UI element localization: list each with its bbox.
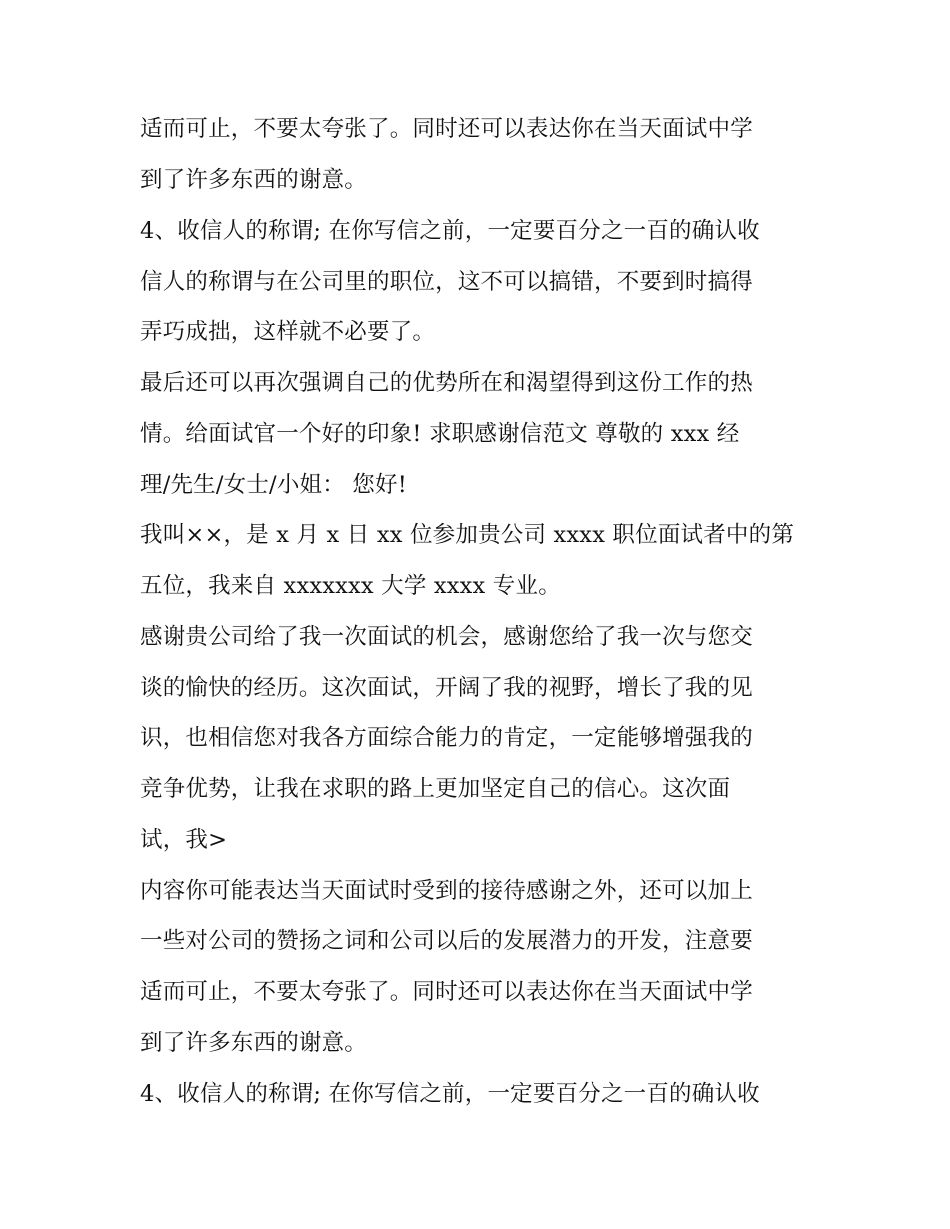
text-line: 试，我>: [140, 827, 228, 853]
text-line: 五位，我来自 xxxxxxx 大学 xxxx 专业。: [140, 573, 561, 599]
text-line: 到了许多东西的谢意。: [140, 167, 368, 193]
text-line: 适而可止，不要太夸张了。同时还可以表达你在当天面试中学: [140, 116, 753, 142]
text-line: 竞争优势，让我在求职的路上更加坚定自己的信心。这次面: [140, 776, 731, 802]
text-line: 识，也相信您对我各方面综合能力的肯定，一定能够增强我的: [140, 725, 753, 751]
text-line: 谈的愉快的经历。这次面试，开阔了我的视野，增长了我的见: [140, 675, 753, 701]
text-line: 4、收信人的称谓; 在你写信之前，一定要百分之一百的确认收: [140, 218, 760, 244]
text-line: 情。给面试官一个好的印象! 求职感谢信范文 尊敬的 xxx 经: [140, 421, 740, 447]
text-line: 内容你可能表达当天面试时受到的接待感谢之外，还可以加上: [140, 878, 753, 904]
text-line: 到了许多东西的谢意。: [140, 1030, 368, 1056]
text-line: 信人的称谓与在公司里的职位，这不可以搞错，不要到时搞得: [140, 269, 753, 295]
text-line: 适而可止，不要太夸张了。同时还可以表达你在当天面试中学: [140, 979, 753, 1005]
text-line: 我叫××，是 x 月 x 日 xx 位参加贵公司 xxxx 职位面试者中的第: [140, 522, 795, 548]
text-line: 一些对公司的赞扬之词和公司以后的发展潜力的开发，注意要: [140, 928, 753, 954]
text-line: 最后还可以再次强调自己的优势所在和渴望得到这份工作的热: [140, 370, 753, 396]
text-line: 弄巧成拙，这样就不必要了。: [140, 319, 436, 345]
text-line: 感谢贵公司给了我一次面试的机会，感谢您给了我一次与您交: [140, 624, 753, 650]
text-line: 理/先生/女士/小姐： 您好!: [140, 472, 407, 498]
text-line: 4、收信人的称谓; 在你写信之前，一定要百分之一百的确认收: [140, 1081, 760, 1107]
